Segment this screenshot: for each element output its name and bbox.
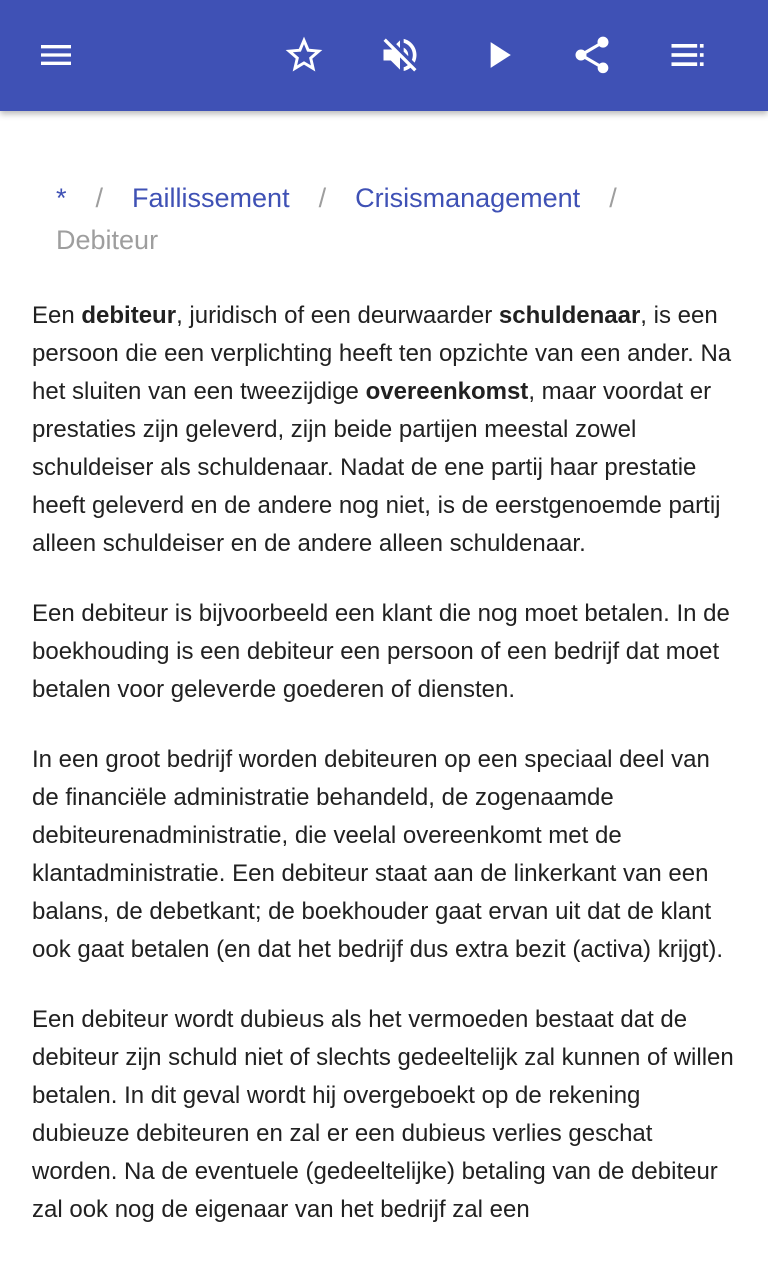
share-icon xyxy=(570,33,614,77)
mute-button[interactable] xyxy=(370,25,430,85)
app-toolbar xyxy=(0,0,768,111)
breadcrumb-link-crisismanagement[interactable]: Crisismanagement xyxy=(355,183,581,213)
breadcrumb-link-faillissement[interactable]: Faillissement xyxy=(132,183,290,213)
text-run: , juridisch of een deurwaarder xyxy=(176,302,499,329)
text-run: Een xyxy=(32,302,82,329)
article-body xyxy=(32,297,737,1261)
menu-icon xyxy=(36,35,76,75)
text-run: , maar voordat er prestaties zijn geleverd, zijn beide partijen meestal zowel schuldeiser als schuldenaar. Nadat de ene partij haar prestatie heeft geleverd en de andere nog niet, is de eerstgenoemde partij alleen schuldeiser en de andere alleen schuldenaar. xyxy=(32,378,721,557)
bold-term: overeenkomst xyxy=(365,378,529,405)
breadcrumb-current-page: Debiteur xyxy=(56,225,159,255)
share-button[interactable] xyxy=(562,25,622,85)
article-paragraph: Een debiteur wordt dubieus als het vermoeden bestaat dat de debiteur zijn schuld niet of slechts gedeeltelijk zal kunnen of willen betalen. In dit geval wordt hij overgeboekt op de rekening dubieuze debiteuren en zal er een dubieus verlies geschat worden. Na de eventuele (gedeeltelijke) betaling van de debiteur zal ook nog de eigenaar van het bedrijf zal een xyxy=(32,1006,734,1223)
star-icon xyxy=(282,33,326,77)
breadcrumb-separator: / xyxy=(318,183,327,213)
article-paragraph: Een debiteur is bijvoorbeeld een klant die nog moet betalen. In de boekhouding is een debiteur een persoon of een bedrijf dat moet betalen voor geleverde goederen of diensten. xyxy=(32,600,730,703)
breadcrumb-separator: / xyxy=(95,183,104,213)
breadcrumb-separator: / xyxy=(609,183,617,213)
overflow-menu-button[interactable] xyxy=(658,25,718,85)
favorite-button[interactable] xyxy=(274,25,334,85)
volume-off-icon xyxy=(378,33,422,77)
play-icon xyxy=(476,33,520,77)
article-content[interactable] xyxy=(0,111,768,1280)
text-run: , is een persoon die een verplichting heeft ten opzichte van een ander. Na het sluiten van een tweezijdige xyxy=(32,302,732,405)
bold-term: debiteur xyxy=(81,302,177,329)
article-paragraph xyxy=(32,297,737,563)
breadcrumb xyxy=(56,177,736,261)
menu-button[interactable] xyxy=(26,25,86,85)
playlist-icon xyxy=(666,33,710,77)
play-button[interactable] xyxy=(468,25,528,85)
breadcrumb-home-link[interactable]: * xyxy=(56,183,67,213)
bold-term: schuldenaar xyxy=(498,302,641,329)
article-paragraph: In een groot bedrijf worden debiteuren op een speciaal deel van de financiële administratie behandeld, de zogenaamde debiteurenadministratie, die veelal overeenkomt met de klantadministratie. Een debiteur staat aan de linkerkant van een balans, de debetkant; de boekhouder gaat ervan uit dat de klant ook gaat betalen (en dat het bedrijf dus extra bezit (activa) krijgt). xyxy=(32,746,724,963)
